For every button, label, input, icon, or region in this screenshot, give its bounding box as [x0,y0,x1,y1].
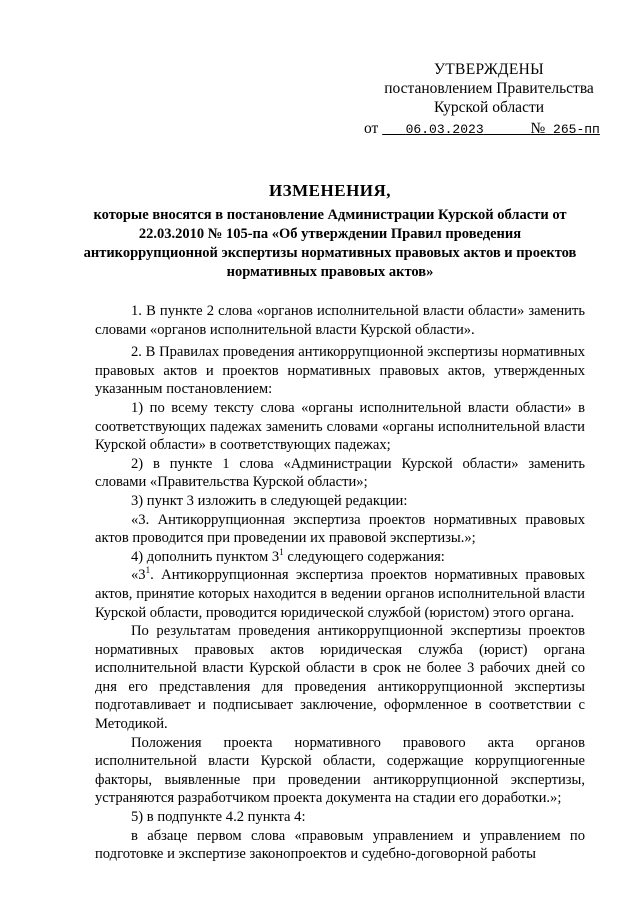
paragraph-7 [95,548,585,567]
heading-title: ИЗМЕНЕНИЯ, [268,181,392,200]
number-prefix: № [530,120,546,137]
paragraph-2: 2. В Правилах проведения антикоррупционной экспертизы нормативных правовых актов и проектов нормативных правовых актов, утвержденных указанным постановлением: [95,344,585,398]
approval-stamp [364,60,614,139]
paragraph-7-sup: 1 [279,546,284,557]
approval-line-2: Курской области [433,99,545,116]
paragraph-5: 3) пункт 3 изложить в следующей редакции: [131,492,408,509]
paragraph-10: Положения проекта нормативного правового акта органов исполнительной власти Курской области, содержащие коррупциогенные факторы, выявленные при проведении антикоррупционной экспертизы, устраняются разработчиком проекта документа на стадии его доработки.»; [95,734,585,807]
approval-title: УТВЕРЖДЕНЫ [434,61,544,78]
paragraph-12: в абзаце первом слова «правовым управлением и управлением по подготовке и экспертизе законопроектов и судебно-договорной работы [95,827,585,863]
date-prefix: от [364,120,379,137]
paragraph-8-b: . Антикоррупционная экспертиза проектов нормативных правовых актов, принятие которых находится в ведении органов исполнительной власти Курской области, проводится юридической службой (юристом) этого органа. [95,567,585,621]
document-body [95,302,585,864]
paragraph-1: 1. В пункте 2 слова «органов исполнительной власти области» заменить словами «органов исполнительной власти Курской области». [95,303,585,338]
approval-date-value: 06.03.2023 [405,122,484,137]
paragraph-8 [95,566,585,622]
heading-subtitle: которые вносятся в постановление Администрации Курской области от 22.03.2010 № 105-па «Об утверждении Правил проведения антикоррупционной экспертизы нормативных правовых актов и проектов нормативных правовых актов» [83,207,577,280]
approval-date-line [364,119,614,139]
approval-date [382,122,530,137]
paragraph-4: 2) в пункте 1 слова «Администрации Курской области» заменить словами «Правительства Курской области»; [95,455,585,491]
approval-number [545,122,600,137]
approval-number-value: 265-пп [553,122,600,137]
paragraph-3: 1) по всему тексту слова «органы исполнительной власти области» в соответствующих падежах заменить словами «органы исполнительной власти Курской области» в соответствующих падежах; [95,399,585,454]
paragraph-7-a: 4) дополнить пунктом 3 [131,548,280,565]
paragraph-8-sup: 1 [145,565,151,576]
paragraph-6: «3. Антикоррупционная экспертиза проектов нормативных правовых актов проводится при проведении их правовой экспертизы.»; [95,511,585,547]
paragraph-11: 5) в подпункте 4.2 пункта 4: [131,809,306,826]
approval-line-1: постановлением Правительства [384,80,594,97]
paragraph-9: По результатам проведения антикоррупционной экспертизы проектов нормативных правовых актов юридическая служба (юрист) органа исполнительной власти Курской области в срок не более 3 рабочих дней со дня его представления для проведения антикоррупционной экспертизы подготавливает и подписывает заключение, оформленное в соответствии с Методикой. [95,623,585,733]
paragraph-8-a: «3 [131,567,146,584]
document-heading [80,180,580,282]
paragraph-7-b: следующего содержания: [283,548,445,565]
